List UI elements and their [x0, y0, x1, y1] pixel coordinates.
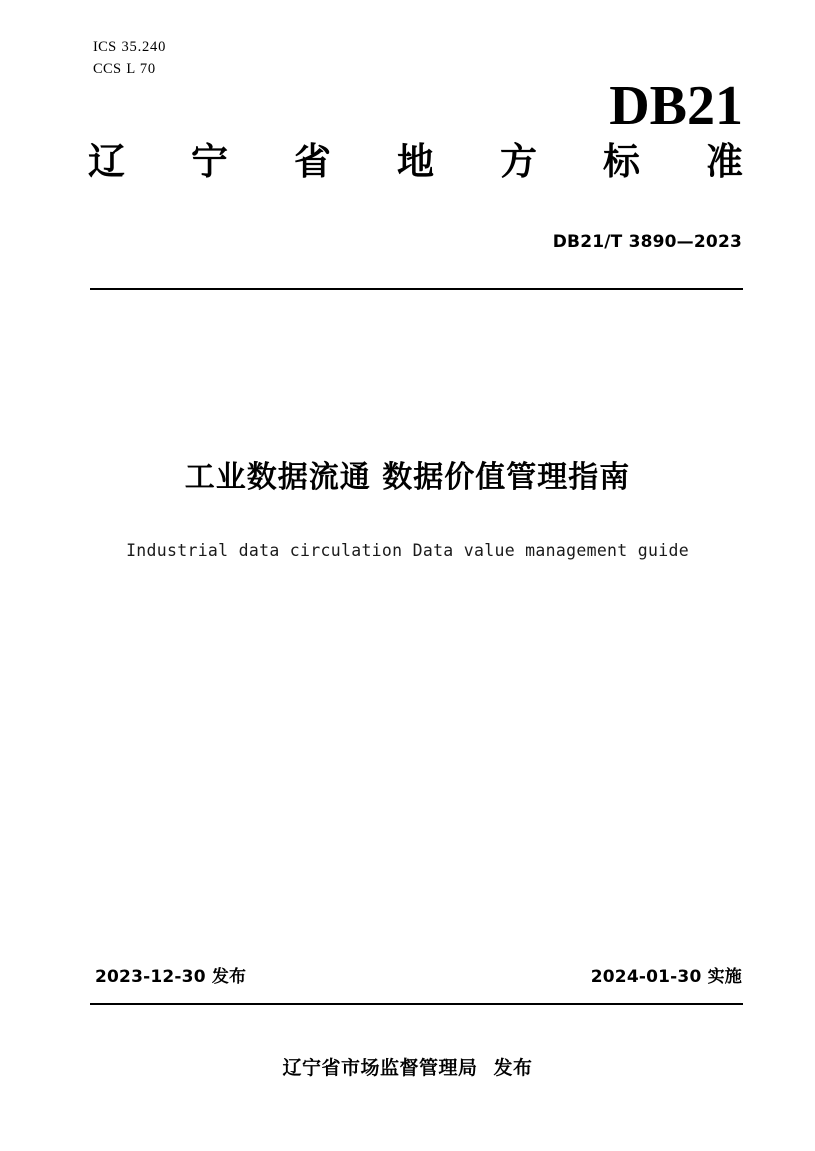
std-title-char-3: 地 [397, 140, 434, 183]
std-title-char-6: 准 [706, 140, 743, 183]
ccs-code-line [93, 58, 166, 80]
std-title-char-2: 省 [294, 140, 331, 183]
classification-codes [93, 36, 166, 81]
ccs-label: CCS [93, 61, 122, 78]
date-row [95, 962, 742, 987]
document-title-english: Industrial data circulation Data value management guide [126, 541, 689, 560]
header-divider [90, 288, 743, 290]
issuer-action: 发布 [493, 1057, 533, 1079]
issuer-line [0, 1053, 815, 1080]
std-title-char-5: 标 [603, 140, 640, 183]
effective-date: 2024-01-30 实施 [590, 967, 742, 987]
ccs-value: L 70 [126, 61, 156, 78]
db21-mark: DB21 [609, 75, 743, 137]
std-title-char-1: 宁 [191, 140, 228, 183]
issuer-name: 辽宁省市场监督管理局 [282, 1057, 478, 1079]
std-title-char-0: 辽 [88, 140, 125, 183]
document-title-chinese: 工业数据流通 数据价值管理指南 [184, 460, 631, 495]
publish-date: 2023-12-30 发布 [95, 967, 247, 987]
provincial-standard-title [88, 140, 743, 183]
standard-number: DB21/T 3890—2023 [552, 232, 742, 252]
footer-divider [90, 1003, 743, 1005]
std-title-char-4: 方 [500, 140, 537, 183]
ics-value: 35.240 [121, 39, 167, 55]
ics-code-line [93, 36, 166, 58]
ics-label: ICS [93, 39, 117, 55]
